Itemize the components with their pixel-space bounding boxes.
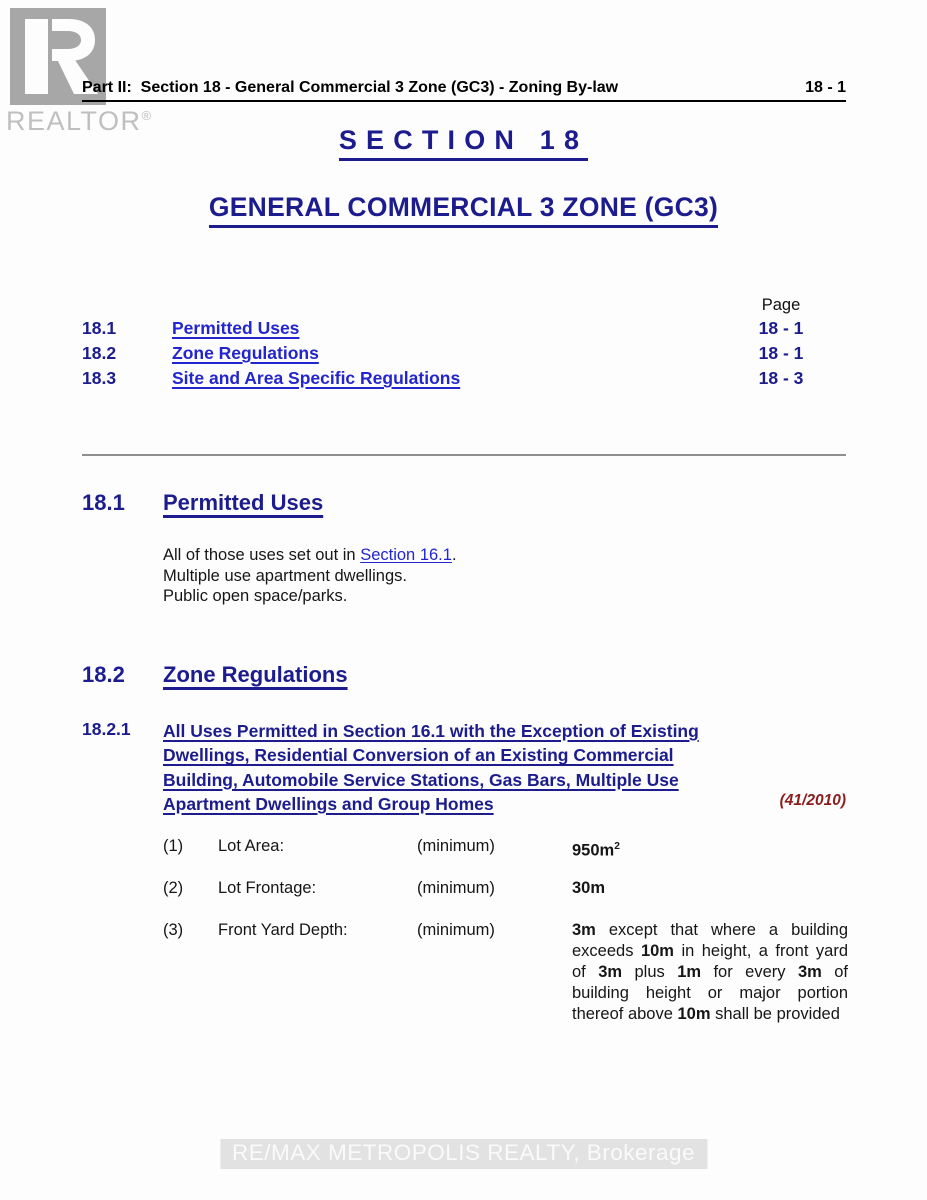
toc-page-ref: 18 - 1: [758, 318, 804, 338]
zone-title: GENERAL COMMERCIAL 3 ZONE (GC3): [209, 192, 718, 228]
section-title-text: Zone Regulations: [163, 662, 348, 687]
toc-number: 18.3: [82, 368, 117, 388]
permitted-uses-body: [163, 545, 457, 607]
heading-line: Building, Automobile Service Stations, Gas Bars, Multiple Use: [163, 769, 679, 790]
regulation-number: (2): [163, 879, 184, 897]
regulation-qualifier: (minimum): [417, 921, 495, 939]
subsection-number: 18.2.1: [82, 719, 131, 739]
regulation-qualifier: (minimum): [417, 879, 495, 897]
section-number: 18.1: [82, 490, 125, 515]
toc-page-ref: 18 - 1: [758, 343, 804, 363]
regulation-label: Lot Area:: [218, 837, 285, 855]
amendment-reference: (41/2010): [779, 791, 846, 809]
heading-line: Dwellings, Residential Conversion of an Existing Commercial: [163, 745, 674, 766]
header-page-number: 18 - 1: [805, 79, 846, 96]
section-16-1-link[interactable]: Section 16.1: [360, 546, 452, 564]
body-line: Public open space/parks.: [163, 587, 348, 606]
toc-link-zone-regulations[interactable]: Zone Regulations: [172, 343, 319, 363]
toc-number: 18.2: [82, 343, 117, 363]
horizontal-divider: [82, 454, 846, 456]
zone-title-row: [0, 192, 927, 228]
toc-number: 18.1: [82, 318, 117, 338]
toc-row-18-1: [82, 318, 846, 342]
regulation-label: Front Yard Depth:: [218, 921, 348, 939]
toc-link-site-area-specific[interactable]: Site and Area Specific Regulations: [172, 368, 461, 388]
section-title: SECTION 18: [339, 125, 588, 161]
registered-mark: ®: [141, 108, 152, 123]
regulation-value: 30m: [572, 879, 606, 897]
heading-line: All Uses Permitted in Section 16.1 with the Exception of Existing: [163, 721, 699, 741]
body-line: Multiple use apartment dwellings.: [163, 566, 407, 585]
toc-row-18-3: [82, 368, 846, 392]
regulation-value: $950m^2$: [572, 841, 620, 860]
toc-link-permitted-uses[interactable]: Permitted Uses: [172, 318, 300, 338]
section-number: 18.2: [82, 662, 125, 687]
regulation-number: (3): [163, 921, 184, 939]
section-18-1-heading: [82, 490, 846, 522]
regulation-label: Lot Frontage:: [218, 879, 317, 897]
section-18-2-heading: [82, 662, 846, 694]
realtor-word: REALTOR: [6, 106, 142, 136]
page-header: [82, 79, 846, 102]
subsection-18-2-1-heading: [163, 719, 846, 816]
body-line: All of those uses set out in Section 16.1.: [163, 546, 457, 564]
section-title-text: Permitted Uses: [163, 490, 324, 515]
header-title: Part II: Section 18 - General Commercial 3 Zone (GC3) - Zoning By-law: [82, 79, 619, 96]
realtor-logo: [6, 8, 152, 136]
heading-line: Apartment Dwellings and Group Homes: [163, 793, 494, 814]
toc-page-column-label: Page: [761, 296, 801, 314]
section-title-row: [0, 125, 927, 161]
regulation-qualifier: (minimum): [417, 837, 495, 855]
regulation-number: (1): [163, 837, 184, 855]
toc-page-ref: 18 - 3: [758, 368, 804, 388]
brokerage-watermark: RE/MAX METROPOLIS REALTY, Brokerage: [220, 1139, 707, 1169]
regulation-value: 3m except that where a building exceeds 10m in height, a front yard of 3m plus 1m for every 3m of building height or major portion thereof above 10m shall be provided: [572, 921, 848, 1023]
toc-row-18-2: [82, 343, 846, 367]
